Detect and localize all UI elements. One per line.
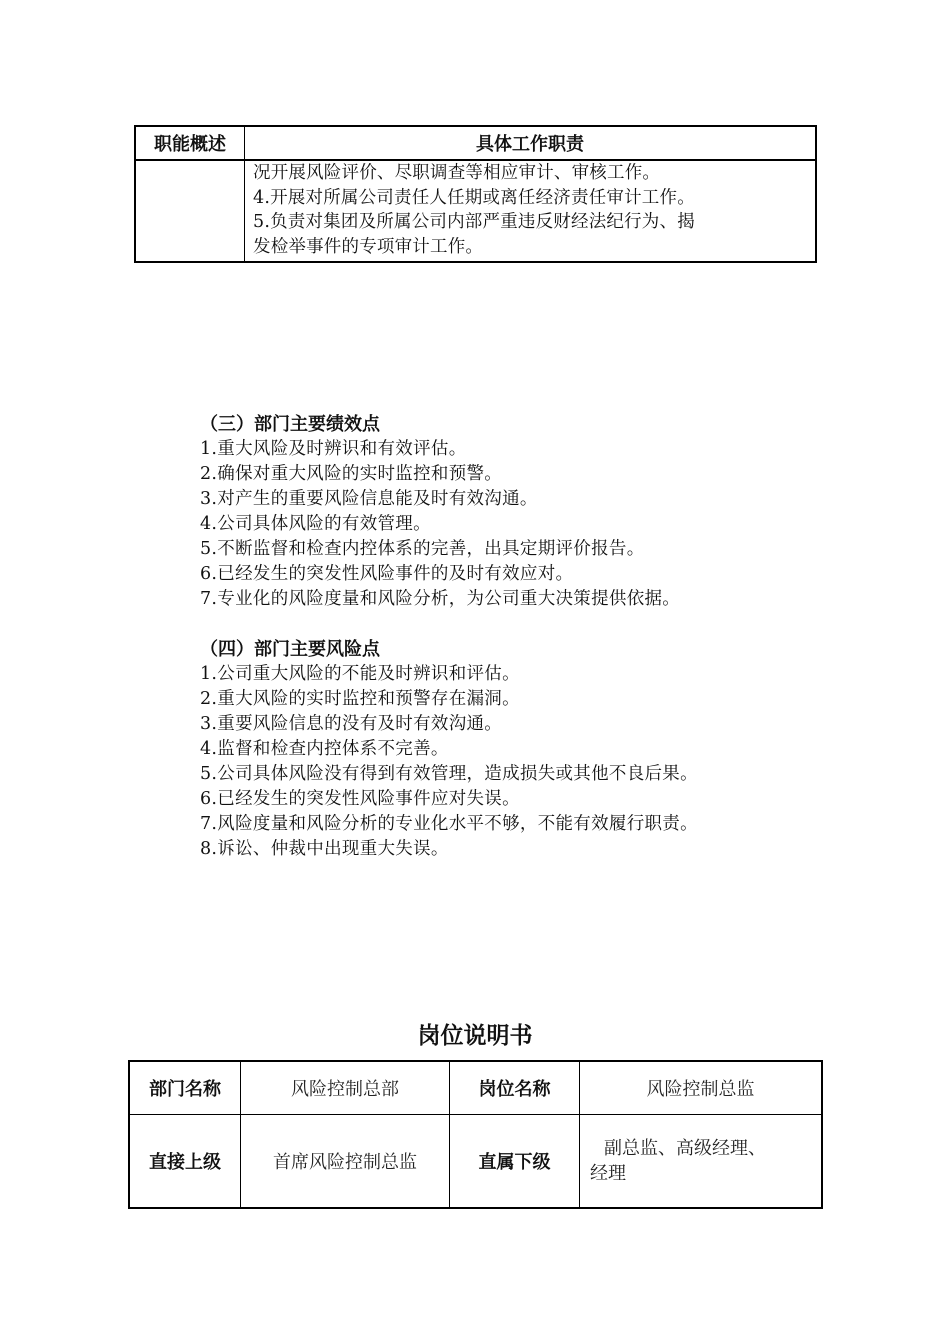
table-row bbox=[129, 1061, 822, 1115]
list-item: 7.风险度量和风险分析的专业化水平不够，不能有效履行职责。 bbox=[200, 814, 698, 834]
direct-subordinate-label: 直属下级 bbox=[450, 1115, 580, 1209]
list-item: 5.公司具体风险没有得到有效管理，造成损失或其他不良后果。 bbox=[200, 764, 698, 784]
direct-subordinate-value bbox=[580, 1115, 823, 1209]
risk-points-section bbox=[200, 637, 698, 862]
list-item: 2.确保对重大风险的实时监控和预警。 bbox=[200, 464, 503, 484]
list-item: 8.诉讼、仲裁中出现重大失误。 bbox=[200, 839, 449, 859]
duty-empty-cell bbox=[135, 160, 245, 262]
post-name-label: 岗位名称 bbox=[450, 1061, 580, 1115]
risk-points-heading: （四）部门主要风险点 bbox=[200, 639, 380, 660]
direct-superior-value: 首席风险控制总监 bbox=[241, 1115, 450, 1209]
duty-line: 况开展风险评价、尽职调查等相应审计、审核工作。 bbox=[253, 163, 661, 183]
post-name-value: 风险控制总监 bbox=[580, 1061, 823, 1115]
header-specific-duties: 具体工作职责 bbox=[245, 126, 817, 160]
list-item: 7.专业化的风险度量和风险分析，为公司重大决策提供依据。 bbox=[200, 589, 681, 609]
subordinate-line: 副总监、高级经理、 bbox=[604, 1138, 766, 1159]
job-description-title: 岗位说明书 bbox=[417, 1023, 533, 1049]
header-function-overview: 职能概述 bbox=[135, 126, 245, 160]
list-item: 4.公司具体风险的有效管理。 bbox=[200, 514, 431, 534]
list-item: 4.监督和检查内控体系不完善。 bbox=[200, 739, 449, 759]
duty-table-row bbox=[135, 160, 816, 262]
duty-table bbox=[134, 125, 817, 263]
subordinate-line: 经理 bbox=[590, 1163, 626, 1184]
duty-line: 5.负责对集团及所属公司内部严重违反财经法纪行为、揭 bbox=[253, 212, 695, 232]
list-item: 3.对产生的重要风险信息能及时有效沟通。 bbox=[200, 489, 538, 509]
list-item: 6.已经发生的突发性风险事件应对失误。 bbox=[200, 789, 520, 809]
performance-points-section bbox=[200, 412, 680, 612]
duty-cell bbox=[245, 160, 817, 262]
direct-superior-label: 直接上级 bbox=[129, 1115, 241, 1209]
list-item: 3.重要风险信息的没有及时有效沟通。 bbox=[200, 714, 503, 734]
job-description-table bbox=[128, 1060, 823, 1209]
list-item: 5.不断监督和检查内控体系的完善，出具定期评价报告。 bbox=[200, 539, 645, 559]
dept-name-label: 部门名称 bbox=[129, 1061, 241, 1115]
list-item: 6.已经发生的突发性风险事件的及时有效应对。 bbox=[200, 564, 574, 584]
duty-table-header bbox=[135, 126, 816, 160]
list-item: 1.重大风险及时辨识和有效评估。 bbox=[200, 439, 467, 459]
duty-line: 发检举事件的专项审计工作。 bbox=[253, 236, 484, 257]
list-item: 2.重大风险的实时监控和预警存在漏洞。 bbox=[200, 689, 520, 709]
performance-points-heading: （三）部门主要绩效点 bbox=[200, 414, 380, 435]
duty-text bbox=[245, 161, 815, 261]
table-row bbox=[129, 1115, 822, 1209]
dept-name-value: 风险控制总部 bbox=[241, 1061, 450, 1115]
duty-line: 4.开展对所属公司责任人任期或离任经济责任审计工作。 bbox=[253, 187, 695, 208]
list-item: 1.公司重大风险的不能及时辨识和评估。 bbox=[200, 664, 520, 684]
